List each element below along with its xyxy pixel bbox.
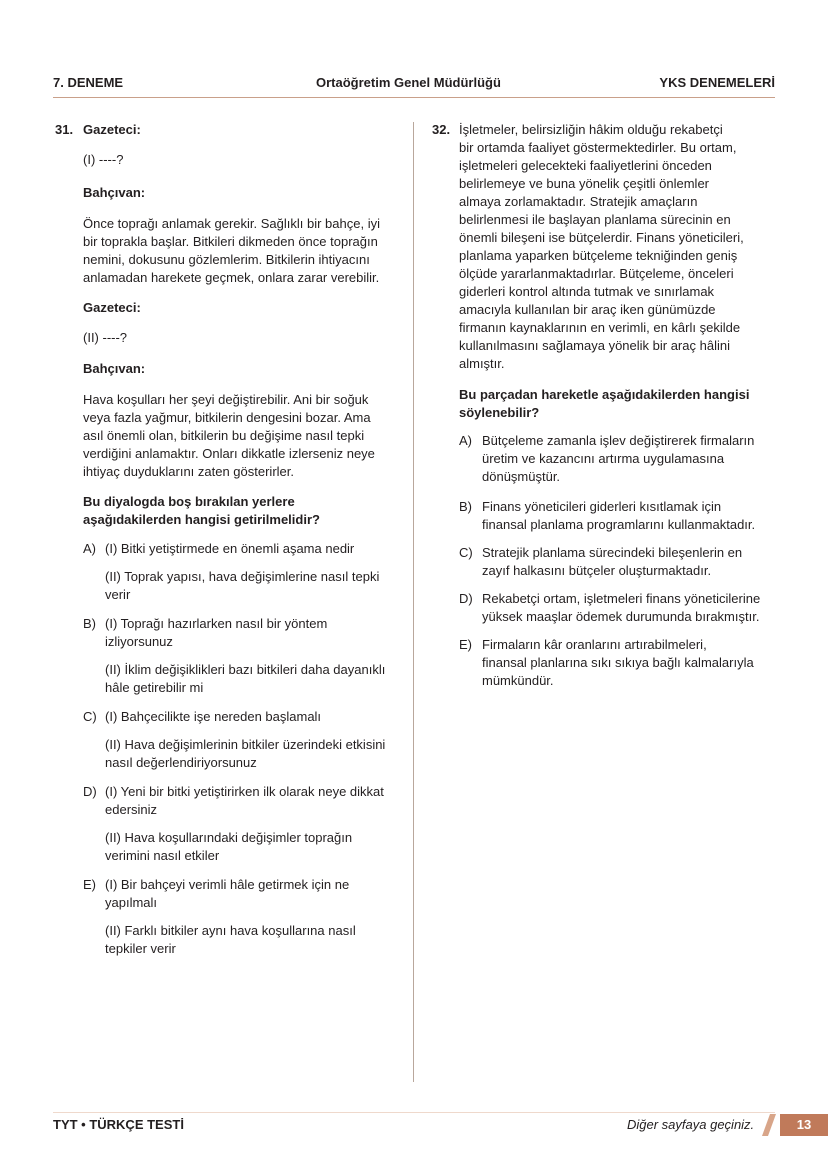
text-line: ihtiyaç duyduklarını zaten gösterirler.: [83, 464, 294, 479]
text-line: yapılmalı: [105, 895, 158, 910]
option-text: [105, 736, 385, 772]
text-line: söylenebilir?: [459, 405, 540, 420]
option-text: [105, 568, 379, 604]
text-line: yüksek maaşlar ödemek durumunda bırakmıştır.: [482, 609, 760, 624]
text-line: Bu diyalogda boş bırakılan yerlere: [83, 494, 295, 509]
text-line: işletmeleri gelecekteki faaliyetlerini önceden: [459, 158, 712, 173]
option-text: [105, 876, 349, 912]
text-line: (I) Toprağı hazırlarken nasıl bir yöntem: [105, 616, 328, 631]
text-line: (II) ----?: [83, 330, 128, 345]
paragraph: [83, 151, 123, 169]
heading: [83, 360, 145, 378]
paragraph: [83, 391, 375, 481]
text-line: Bahçıvan:: [83, 361, 146, 376]
option-label: C): [83, 709, 97, 724]
text-line: nemini, dokusunu gözlemlerim. Bitkilerin ihtiyacını: [83, 252, 370, 267]
header-series: YKS DENEMELERİ: [659, 75, 775, 90]
text-line: bir toprakla başlar. Bitkileri dikmeden önce toprağın: [83, 234, 378, 249]
text-line: edersiniz: [105, 802, 158, 817]
heading: [83, 493, 320, 529]
paragraph: [83, 329, 127, 347]
header-exam-name: 7. DENEME: [53, 75, 124, 90]
option-text: [482, 432, 754, 486]
text-line: finansal planlarına sıkı sıkıya bağlı kalmalarıyla: [482, 655, 754, 670]
option-label: A): [83, 541, 96, 556]
option-label: B): [83, 616, 96, 631]
text-line: Firmaların kâr oranlarını artırabilmeleri,: [482, 637, 707, 652]
option-label: B): [459, 499, 472, 514]
text-line: (I) Bitki yetiştirmede en önemli aşama nedir: [105, 541, 355, 556]
text-line: anlamadan harekete geçmek, onlara zarar verebilir.: [83, 270, 380, 285]
text-line: (I) Bahçecilikte işe nereden başlamalı: [105, 709, 322, 724]
option-text: [105, 922, 356, 958]
option-label: E): [83, 877, 96, 892]
text-line: bir ortamda faaliyet göstermektedirler. Bu ortam,: [459, 140, 737, 155]
header-institution: Ortaöğretim Genel Müdürlüğü: [316, 75, 501, 90]
footer-test-name: TYT • TÜRKÇE TESTİ: [53, 1117, 184, 1132]
footer-next-page: Diğer sayfaya geçiniz.: [627, 1117, 755, 1132]
text-line: verdiğini anlamaktır. Onları dikkatle izlerseniz neye: [83, 446, 375, 461]
text-line: (II) İklim değişiklikleri bazı bitkileri daha dayanıklı: [105, 662, 386, 677]
text-line: belirlemeye ve buna yönelik çeşitli önlemler: [459, 176, 710, 191]
page-number: 13: [780, 1114, 828, 1136]
question-32-number: 32.: [432, 122, 451, 137]
option-label: D): [83, 784, 97, 799]
text-line: tepkiler verir: [105, 941, 176, 956]
text-line: Rekabetçi ortam, işletmeleri finans yöneticilerine: [482, 591, 761, 606]
text-line: kullanılmasını sağlamaya yönelik bir araç hâlini: [459, 338, 730, 353]
option-text: [105, 661, 385, 697]
heading: [83, 184, 145, 202]
text-line: (II) Hava koşullarındaki değişimler toprağın: [105, 830, 353, 845]
text-line: amacıyla kullanılan bir araç iken günümüzde: [459, 302, 716, 317]
text-line: almıştır.: [459, 356, 505, 371]
paragraph: [459, 121, 744, 373]
option-text: [105, 829, 352, 865]
text-line: zayıf halkasını bütçeler oluşturmaktadır.: [482, 563, 712, 578]
text-line: Gazeteci:: [83, 122, 141, 137]
heading: [83, 121, 141, 139]
text-line: İşletmeler, belirsizliğin hâkim olduğu rekabetçi: [459, 122, 723, 137]
text-line: (I) Bir bahçeyi verimli hâle getirmek için ne: [105, 877, 350, 892]
option-label: D): [459, 591, 473, 606]
text-line: Bütçeleme zamanla işlev değiştirerek firmaların: [482, 433, 755, 448]
text-line: (I) Yeni bir bitki yetiştirirken ilk olarak neye dikkat: [105, 784, 384, 799]
option-label: A): [459, 433, 472, 448]
footer-accent: [762, 1114, 776, 1136]
heading: [459, 386, 749, 422]
text-line: Bahçıvan:: [83, 185, 146, 200]
option-label: E): [459, 637, 472, 652]
option-text: [105, 615, 327, 651]
text-line: mümkündür.: [482, 673, 554, 688]
paragraph: [83, 215, 380, 287]
text-line: Önce toprağı anlamak gerekir. Sağlıklı bir bahçe, iyi: [83, 216, 380, 231]
text-line: asıl önemli olan, bitkilerin bu değişime nasıl tepki: [83, 428, 365, 443]
text-line: firmanın kaynaklarının en verimli, en kârlı şekilde: [459, 320, 741, 335]
option-text: [482, 544, 742, 580]
text-line: (II) Farklı bitkiler aynı hava koşullarına nasıl: [105, 923, 356, 938]
option-text: [105, 540, 354, 558]
question-31-number: 31.: [55, 122, 74, 137]
text-line: (II) Hava değişimlerinin bitkiler üzerindeki etkisini: [105, 737, 386, 752]
text-line: dönüşmüştür.: [482, 469, 561, 484]
option-text: [482, 636, 754, 690]
option-text: [105, 708, 321, 726]
text-line: Stratejik planlama sürecindeki bileşenlerin en: [482, 545, 743, 560]
text-line: giderleri kontrol altında tutmak ve sınırlamak: [459, 284, 715, 299]
text-line: planlama yaparken bütçeleme tekniğinden geniş: [459, 248, 738, 263]
text-line: üretim ve kazancını artırma uygulamasına: [482, 451, 725, 466]
option-text: [105, 783, 384, 819]
text-line: önemli bileşeni ise bütçelerdir. Finans yöneticileri,: [459, 230, 744, 245]
text-line: (II) Toprak yapısı, hava değişimlerine nasıl tepki: [105, 569, 380, 584]
footer-divider: [53, 1112, 775, 1113]
text-line: nasıl değerlendiriyorsunuz: [105, 755, 257, 770]
text-line: Finans yöneticileri giderleri kısıtlamak için: [482, 499, 722, 514]
option-label: C): [459, 545, 473, 560]
text-line: verimini nasıl etkiler: [105, 848, 220, 863]
option-text: [482, 590, 760, 626]
text-line: verir: [105, 587, 131, 602]
text-line: ölçüde yararlanmaktadırlar. Bütçeleme, önceleri: [459, 266, 734, 281]
text-line: veya fazla yağmur, bitkilerin dengesini bozar. Ama: [83, 410, 371, 425]
text-line: hâle getirebilir mi: [105, 680, 204, 695]
text-line: aşağıdakilerden hangisi getirilmelidir?: [83, 512, 320, 527]
text-line: Bu parçadan hareketle aşağıdakilerden hangisi: [459, 387, 750, 402]
text-line: Hava koşulları her şeyi değiştirebilir. Ani bir soğuk: [83, 392, 369, 407]
option-text: [482, 498, 755, 534]
heading: [83, 299, 141, 317]
header-divider: [53, 97, 775, 98]
text-line: belirlenmesi ile başlayan planlama sürecinin en: [459, 212, 731, 227]
text-line: finansal planlama programlarını kullanmaktadır.: [482, 517, 756, 532]
text-line: Gazeteci:: [83, 300, 141, 315]
column-divider: [413, 122, 414, 1082]
text-line: (I) ----?: [83, 152, 124, 167]
text-line: almaya zorlamaktadır. Stratejik amaçların: [459, 194, 698, 209]
text-line: izliyorsunuz: [105, 634, 173, 649]
